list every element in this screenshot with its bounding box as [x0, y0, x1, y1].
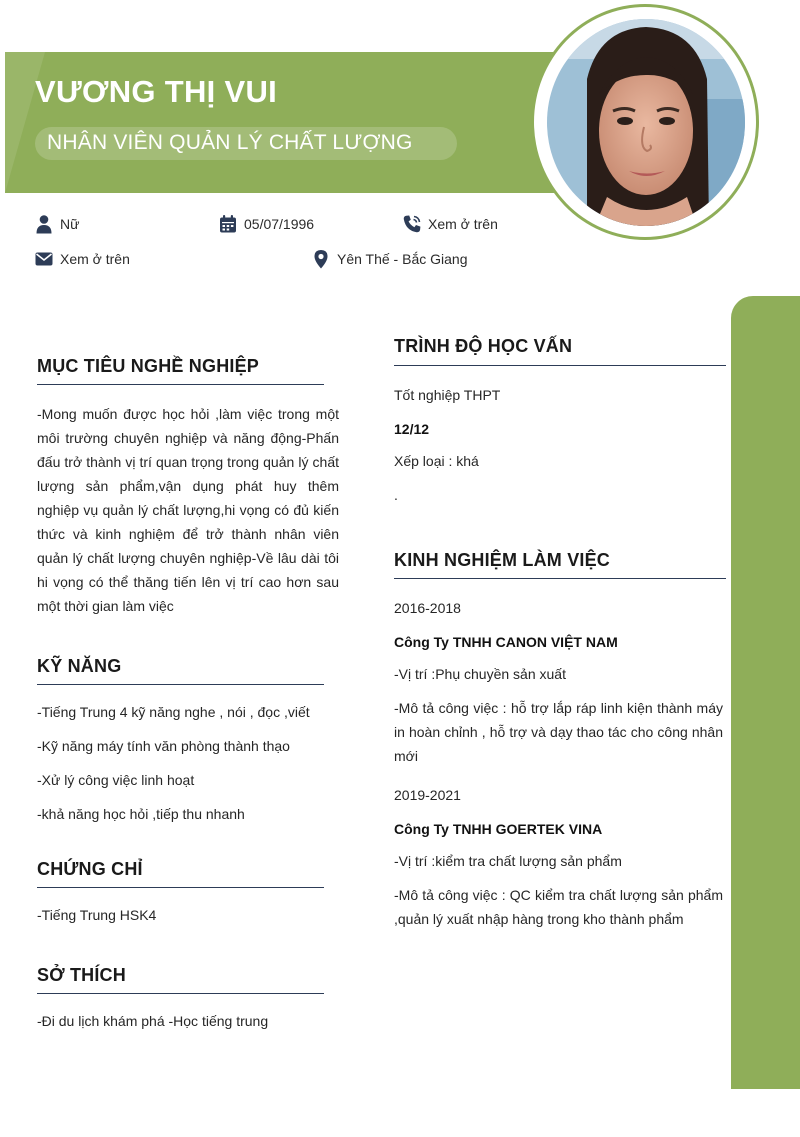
avatar-portrait: [547, 19, 745, 226]
info-address: [311, 249, 467, 269]
job-company: Công Ty TNHH CANON VIỆT NAM: [394, 634, 618, 650]
education-rule: [394, 365, 726, 366]
candidate-name: VƯƠNG THỊ VUI: [35, 74, 278, 109]
job-description: -Mô tả công việc : QC kiểm tra chất lượng sản phẩm ,quản lý xuất nhập hàng trong kho thành phẩm: [394, 887, 723, 927]
job-description: -Mô tả công việc : hỗ trợ lắp ráp linh kiện thành máy in hoàn chỉnh , hỗ trợ và dạy thao tác cho công nhân mới: [394, 700, 723, 764]
certificate-item: -Tiếng Trung HSK4: [37, 907, 157, 923]
birthday-value: 05/07/1996: [244, 216, 315, 232]
avatar: [547, 19, 745, 226]
map-pin-icon: [311, 249, 331, 269]
envelope-icon: [34, 249, 54, 269]
phone-icon: [402, 214, 422, 234]
education-rank: Xếp loại : khá: [394, 453, 479, 469]
education-grade: 12/12: [394, 421, 430, 437]
info-gender: [34, 214, 79, 234]
education-note: .: [394, 487, 398, 503]
info-email: [34, 249, 130, 269]
certificates-title: CHỨNG CHỈ: [37, 859, 143, 879]
job-period: 2016-2018: [394, 600, 461, 616]
skill-item: -Xử lý công việc linh hoạt: [37, 772, 195, 788]
phone-value: Xem ở trên: [428, 216, 498, 232]
calendar-icon: [218, 214, 238, 234]
email-value: Xem ở trên: [60, 251, 130, 267]
career-objective-text: -Mong muốn được học hỏi ,làm việc trong một môi trường chuyên nghiệp và năng động-Phấn đấu trở thành vị trí quan trọng trong quản lý chất lượng sản phẩm,vận dụng phát huy thêm nghiệp vụ quản lý chất lượng,hi vọng có đủ kiến thức và kinh nghiệm để trở thành nhân viên quản lý chất lượng chuyên nghiệp-Về lâu dài tôi hi vọng có thể thăng tiến lên vị trí cao hơn sau một thời gian làm việc: [37, 406, 339, 614]
job-company: Công Ty TNHH GOERTEK VINA: [394, 821, 603, 837]
address-value: Yên Thế - Bắc Giang: [337, 251, 468, 267]
job-position: -Vị trí :kiểm tra chất lượng sản phẩm: [394, 853, 622, 869]
hobbies-rule: [37, 993, 324, 994]
candidate-position: NHÂN VIÊN QUẢN LÝ CHẤT LƯỢNG: [47, 131, 413, 154]
skill-item: -Tiếng Trung 4 kỹ năng nghe , nói , đọc ,viết: [37, 704, 310, 720]
skill-item: -Kỹ năng máy tính văn phòng thành thạo: [37, 738, 290, 754]
info-birthday: [218, 214, 314, 234]
hobby-item: -Đi du lịch khám phá -Học tiếng trung: [37, 1013, 269, 1029]
skill-item: -khả năng học hỏi ,tiếp thu nhanh: [37, 806, 245, 822]
hobbies-title: SỞ THÍCH: [37, 965, 126, 985]
skills-rule: [37, 684, 324, 685]
skills-title: KỸ NĂNG: [37, 656, 122, 676]
education-school: Tốt nghiệp THPT: [394, 387, 501, 403]
gender-value: Nữ: [60, 216, 80, 232]
job-period: 2019-2021: [394, 787, 461, 803]
side-accent-bar: [731, 296, 800, 1089]
job-position: -Vị trí :Phụ chuyền sản xuất: [394, 666, 566, 682]
person-icon: [34, 214, 54, 234]
info-phone: [402, 214, 498, 234]
career-objective-title: MỤC TIÊU NGHỀ NGHIỆP: [37, 356, 260, 376]
experience-rule: [394, 578, 726, 579]
experience-title: KINH NGHIỆM LÀM VIỆC: [394, 550, 611, 570]
career-objective-rule: [37, 384, 324, 385]
education-title: TRÌNH ĐỘ HỌC VẤN: [394, 336, 573, 356]
certificates-rule: [37, 887, 324, 888]
